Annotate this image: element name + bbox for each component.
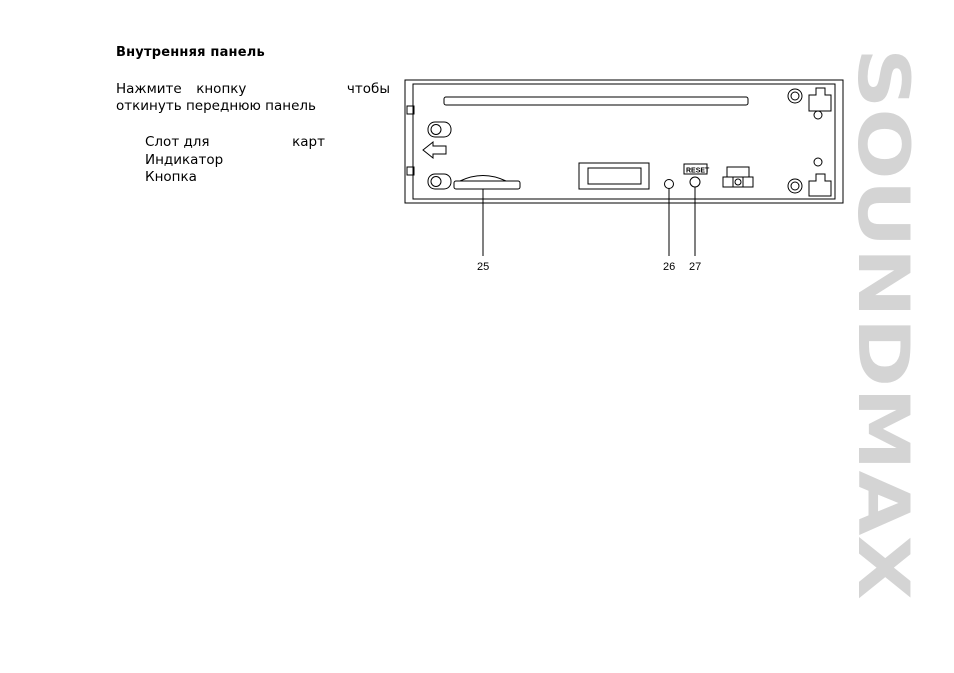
connector-top	[727, 167, 749, 177]
intro-line-2: откинуть переднюю панель	[116, 98, 316, 114]
indicator-led	[665, 180, 674, 189]
callout-25: 25	[477, 261, 490, 273]
reset-button	[690, 177, 700, 187]
intro-paragraph	[116, 81, 390, 115]
card-slot	[454, 181, 520, 189]
display-window-inner	[588, 168, 641, 184]
feature-item-label: Кнопка	[145, 169, 197, 185]
display-window	[579, 163, 649, 189]
feature-item-label: Индикатор	[145, 151, 224, 168]
feature-item-card-slot	[145, 134, 325, 152]
intro-word-button: кнопку	[196, 81, 247, 97]
callout-26: 26	[663, 261, 676, 273]
section-heading: Внутренняя панель	[116, 45, 265, 60]
feature-item-indicator	[145, 152, 325, 170]
intro-word-press: Нажмите	[116, 81, 182, 97]
brand-watermark	[842, 48, 924, 603]
brand-logo-text: SOUNDMAX	[842, 48, 924, 510]
card-slot-lip	[460, 176, 506, 182]
feature-item-label-tail: карт	[292, 134, 325, 150]
hole-right-bottom	[814, 158, 822, 166]
callout-27: 27	[689, 261, 702, 273]
screw-bottom-right	[788, 179, 802, 193]
hole-right-top	[814, 111, 822, 119]
latch-top-right	[809, 88, 831, 111]
feature-list	[145, 134, 325, 187]
panel-inner-frame	[413, 84, 835, 199]
disc-slot	[444, 97, 748, 105]
screw-bottom-left-head	[431, 177, 441, 187]
latch-bottom-right	[809, 174, 831, 196]
panel-outer-frame	[405, 80, 843, 203]
arrow-left-icon	[423, 142, 446, 158]
screw-top-right	[788, 89, 802, 103]
reset-label: RESET	[686, 167, 710, 175]
feature-item-label: Слот для	[145, 134, 210, 150]
feature-item-button	[145, 169, 325, 187]
intro-word-to: чтобы	[346, 81, 390, 97]
screw-top-left-head	[431, 125, 441, 135]
intro-line-1	[116, 81, 390, 98]
inner-panel-diagram	[403, 78, 847, 278]
